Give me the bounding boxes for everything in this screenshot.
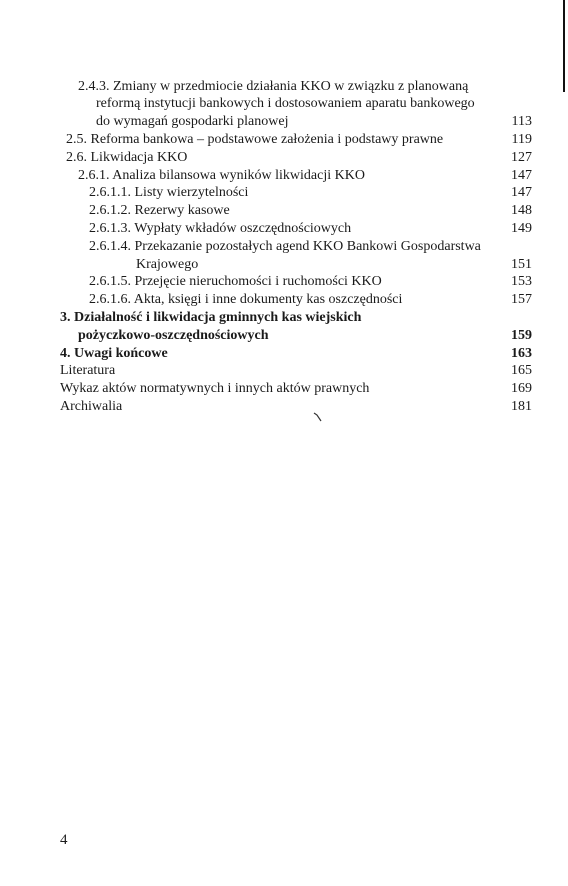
- toc-entry-page: 148: [511, 203, 532, 218]
- toc-entry-title: 2.6.1. Analiza bilansowa wyników likwidacji KKO: [78, 168, 365, 183]
- toc-entry-title: 2.4.3. Zmiany w przedmiocie działania KKO w związku z planowaną: [78, 79, 469, 94]
- page-number: 4: [60, 832, 68, 848]
- toc-entry-page: 153: [511, 274, 532, 289]
- right-edge-rule: [563, 0, 565, 92]
- toc-entry-title: pożyczkowo-oszczędnościowych: [78, 328, 269, 343]
- toc-entry-title: Krajowego: [136, 257, 199, 272]
- toc-entry-page: 159: [511, 328, 532, 343]
- toc-entry-page: 181: [511, 399, 532, 414]
- toc-entry-title: Archiwalia: [60, 399, 123, 414]
- toc-entry-title: 2.6. Likwidacja KKO: [66, 150, 188, 165]
- toc-entry-page: 169: [511, 381, 532, 396]
- toc-entry-page: 149: [511, 221, 532, 236]
- toc-entry-page: 147: [511, 168, 532, 183]
- toc-entry-page: 113: [511, 114, 532, 129]
- toc-entry-page: 147: [511, 185, 532, 200]
- toc-entry-title: 2.6.1.2. Rezerwy kasowe: [89, 203, 230, 218]
- toc-entry-title: do wymagań gospodarki planowej: [96, 114, 289, 129]
- toc-entry-page: 157: [511, 292, 532, 307]
- toc-entry-page: 119: [511, 132, 532, 147]
- toc-entry-title: reformą instytucji bankowych i dostosowaniem aparatu bankowego: [96, 96, 475, 111]
- toc-entry-title: Literatura: [60, 363, 116, 378]
- toc-entry-title: Wykaz aktów normatywnych i innych aktów prawnych: [60, 381, 370, 396]
- toc-entry-title: 2.6.1.1. Listy wierzytelności: [89, 185, 249, 200]
- toc-entry-title: 2.6.1.5. Przejęcie nieruchomości i ruchomości KKO: [89, 274, 382, 289]
- toc-entry-title: 2.6.1.6. Akta, księgi i inne dokumenty kas oszczędności: [89, 292, 403, 307]
- stray-pen-mark: [313, 412, 323, 422]
- toc-entry-page: 127: [511, 150, 532, 165]
- toc-entry-page: 165: [511, 363, 532, 378]
- toc-entry-page: 151: [511, 257, 532, 272]
- toc-entry-title: 2.5. Reforma bankowa – podstawowe założenia i podstawy prawne: [66, 132, 444, 147]
- toc-entry-title: 2.6.1.4. Przekazanie pozostałych agend KKO Bankowi Gospodarstwa: [89, 239, 481, 254]
- toc-entry-title: 3. Działalność i likwidacja gminnych kas wiejskich: [60, 310, 362, 325]
- toc-entry-title: 4. Uwagi końcowe: [60, 346, 168, 361]
- toc-entry-page: 163: [511, 346, 532, 361]
- toc-entry-title: 2.6.1.3. Wypłaty wkładów oszczędnościowych: [89, 221, 352, 236]
